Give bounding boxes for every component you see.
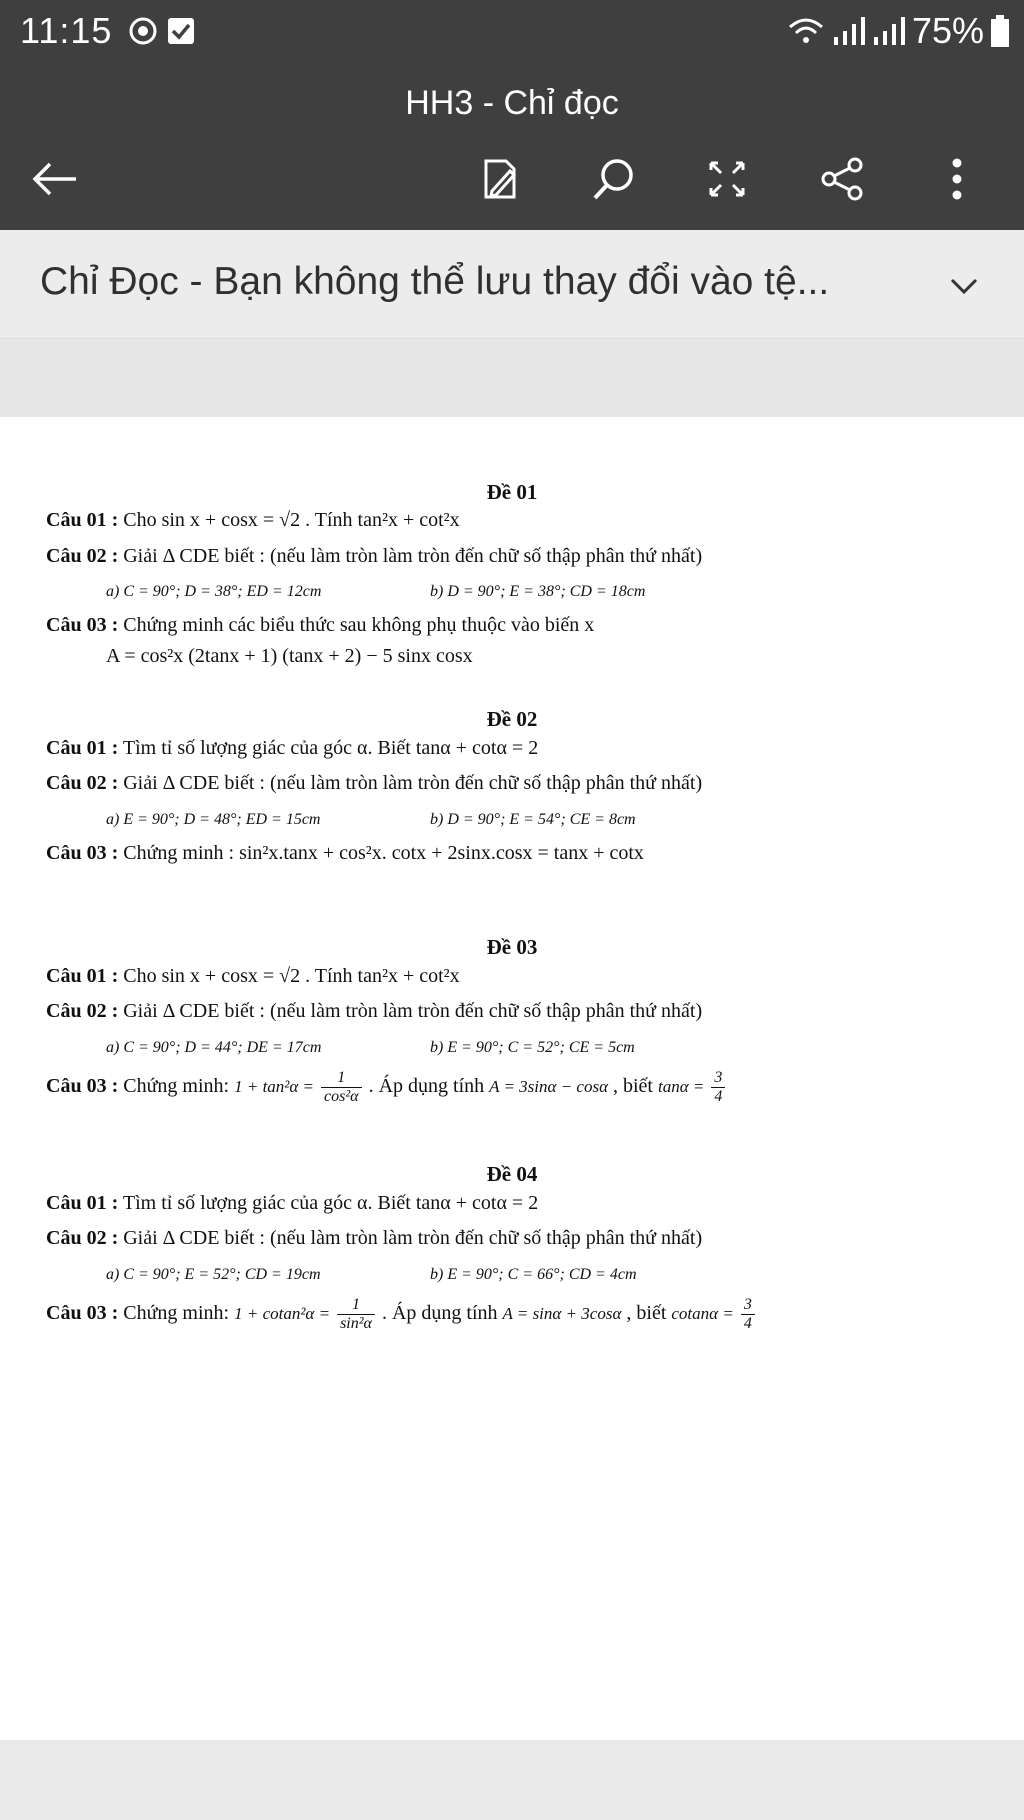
fraction-numerator: 1 [321, 1069, 362, 1088]
section-title: Đề 01 [486, 480, 538, 504]
whatsapp-icon [128, 16, 158, 46]
question-text: Chứng minh: [123, 1302, 230, 1325]
fullscreen-icon [703, 155, 751, 203]
question-label: Câu 03 : [46, 842, 119, 864]
fraction [337, 1296, 375, 1333]
formula-given: cotanα = [671, 1304, 734, 1324]
question-line [46, 1227, 702, 1250]
question-line [46, 545, 702, 568]
question-label: Câu 01 : [46, 965, 119, 987]
question-text: , biết [626, 1302, 667, 1325]
question-label: Câu 01 : [46, 737, 119, 759]
sub-question: a) C = 90°; D = 38°; ED = 12cm [106, 583, 322, 600]
section-title: Đề 02 [486, 707, 538, 731]
question-text: Chứng minh các biểu thức sau không phụ thuộc vào biến x [123, 614, 595, 636]
share-icon [819, 155, 867, 203]
search-button[interactable] [578, 144, 648, 214]
question-label: Câu 02 : [46, 545, 119, 567]
section-title: Đề 03 [486, 935, 538, 959]
more-icon [947, 155, 967, 203]
sub-question: b) E = 90°; C = 66°; CD = 4cm [430, 1266, 637, 1283]
back-arrow-icon [30, 159, 80, 199]
question-line [46, 614, 594, 637]
page-gap [0, 339, 1024, 417]
fraction [741, 1296, 755, 1333]
question-line [46, 965, 460, 988]
formula-given: tanα = [658, 1077, 705, 1097]
question-text: Chứng minh : sin²x.tanx + cos²x. cotx + 2sinx.cosx = tanx + cotx [123, 842, 644, 864]
battery-icon [990, 14, 1010, 48]
sub-question: a) E = 90°; D = 48°; ED = 15cm [106, 811, 321, 828]
formula-a: A = 3sinα − cosα [489, 1077, 608, 1097]
question-text: . Áp dụng tính [368, 1075, 485, 1098]
question-label: Câu 01 : [46, 509, 119, 531]
question-line [46, 772, 702, 795]
search-icon [589, 155, 637, 203]
fraction-denominator: 4 [743, 1315, 752, 1332]
signal-icon [872, 15, 906, 47]
sub-question: b) D = 90°; E = 54°; CE = 8cm [430, 811, 636, 828]
question-text: Tìm tỉ số lượng giác của góc α. Biết tanα + cotα = 2 [122, 737, 539, 759]
fraction-numerator: 3 [741, 1296, 755, 1315]
question-text: . Áp dụng tính [381, 1302, 498, 1325]
expression: A = cos²x (2tanx + 1) (tanx + 2) − 5 sinx cosx [106, 645, 473, 667]
question-label: Câu 02 : [46, 772, 119, 794]
question-text: Cho sin x + cosx = √2 . Tính tan²x + cot²x [123, 509, 460, 531]
read-only-message: Chỉ Đọc - Bạn không thể lưu thay đổi vào tệ... [40, 260, 830, 303]
question-label: Câu 02 : [46, 1000, 119, 1022]
formula-lhs: 1 + cotan²α = [234, 1304, 331, 1324]
sub-question: b) D = 90°; E = 38°; CD = 18cm [430, 583, 646, 600]
edit-button[interactable] [465, 144, 535, 214]
sub-question: a) C = 90°; D = 44°; DE = 17cm [106, 1039, 322, 1056]
edit-icon [476, 155, 524, 203]
question-text: Giải Δ CDE biết : (nếu làm tròn làm tròn đến chữ số thập phân thứ nhất) [123, 772, 703, 794]
check-icon [166, 16, 196, 46]
fraction-denominator: sin²α [340, 1315, 372, 1332]
question-text: Tìm tỉ số lượng giác của góc α. Biết tanα + cotα = 2 [122, 1192, 539, 1214]
question-text: Giải Δ CDE biết : (nếu làm tròn làm tròn đến chữ số thập phân thứ nhất) [123, 1000, 703, 1022]
question-line [46, 737, 538, 760]
battery-percent: 75% [911, 10, 984, 51]
question-line [46, 1069, 727, 1106]
status-bar [0, 0, 1024, 66]
fraction [321, 1069, 362, 1106]
question-text: Giải Δ CDE biết : (nếu làm tròn làm tròn đến chữ số thập phân thứ nhất) [123, 1227, 703, 1249]
question-text: Cho sin x + cosx = √2 . Tính tan²x + cot²x [123, 965, 460, 987]
question-line [46, 842, 644, 865]
status-time: 11:15 [20, 10, 113, 51]
question-label: Câu 01 : [46, 1192, 119, 1214]
question-text: , biết [613, 1075, 653, 1098]
question-text: Giải Δ CDE biết : (nếu làm tròn làm tròn đến chữ số thập phân thứ nhất) [123, 545, 703, 567]
read-only-banner[interactable] [0, 230, 1024, 339]
chevron-down-icon[interactable] [944, 266, 984, 306]
signal-icon [832, 15, 866, 47]
question-line [46, 1192, 538, 1215]
section-title: Đề 04 [486, 1162, 538, 1186]
question-label: Câu 03 : [46, 614, 119, 636]
formula-lhs: 1 + tan²α = [234, 1077, 315, 1097]
sub-question: b) E = 90°; C = 52°; CE = 5cm [430, 1039, 635, 1056]
app-toolbar [0, 66, 1024, 230]
question-line [46, 1296, 757, 1333]
fraction-numerator: 1 [337, 1296, 375, 1315]
fullscreen-button[interactable] [692, 144, 762, 214]
wifi-icon [786, 15, 826, 47]
status-right [786, 10, 1010, 52]
formula-a: A = sinα + 3cosα [502, 1304, 622, 1324]
fraction-denominator: 4 [714, 1088, 723, 1105]
fraction-denominator: cos²α [324, 1088, 359, 1105]
question-line [46, 1000, 702, 1023]
question-line [46, 509, 460, 532]
fraction-numerator: 3 [711, 1069, 725, 1088]
sub-question: a) C = 90°; E = 52°; CD = 19cm [106, 1266, 321, 1283]
bottom-area [0, 1740, 1024, 1820]
question-text: Chứng minh: [123, 1075, 230, 1098]
question-label: Câu 02 : [46, 1227, 119, 1249]
fraction [711, 1069, 725, 1106]
question-label: Câu 03 : [46, 1302, 119, 1325]
document-page [0, 417, 1024, 1740]
more-options-button[interactable] [922, 144, 992, 214]
document-title: HH3 - Chỉ đọc [405, 84, 619, 122]
share-button[interactable] [808, 144, 878, 214]
question-label: Câu 03 : [46, 1075, 119, 1098]
back-button[interactable] [20, 144, 90, 214]
